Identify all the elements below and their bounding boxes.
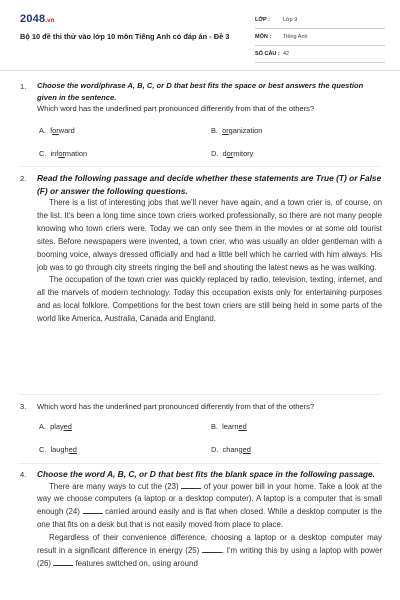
passage-text: There are many ways to cut the (23) [49, 481, 179, 491]
option-text: ward [58, 126, 75, 135]
option-text: mation [64, 149, 88, 158]
question-2 [20, 172, 382, 384]
option-letter: A. [39, 126, 46, 135]
option-underlined: ed [238, 422, 247, 431]
passage-text: . I'm writing this by using a laptop with power (26) [37, 546, 382, 568]
option-text: chang [222, 445, 243, 454]
question-divider [18, 166, 382, 167]
meta-value: Lớp 9 [283, 17, 298, 23]
option-a[interactable] [39, 124, 75, 137]
option-letter: B. [211, 126, 218, 135]
document-meta [255, 14, 385, 65]
meta-label: LỚP : [255, 17, 270, 23]
answer-blank[interactable] [53, 559, 73, 566]
question-body [37, 172, 382, 326]
question-number: 4. [20, 470, 27, 479]
question-number: 2. [20, 174, 27, 183]
question-text: Which word has the underlined part pronounced differently from that of the others? [37, 104, 315, 113]
question-number: 1. [20, 82, 27, 91]
option-text: play [50, 422, 64, 431]
passage-paragraph [37, 481, 382, 533]
option-letter: C. [39, 445, 47, 454]
passage-paragraph: The occupation of the town crier was quickly replaced by radio, television, texting, internet, and all the marvels of modern technology. Today this occupation exists only for entertaining purposes and as local folklore. Competitions for the best town criers are still being held in some parts of the world like America, Australia, Canada and England. [37, 275, 382, 324]
option-underlined: ed [68, 445, 77, 454]
option-d[interactable] [211, 147, 253, 160]
option-text: ganization [228, 126, 263, 135]
option-b[interactable] [211, 124, 262, 137]
meta-label: MÔN : [255, 34, 272, 40]
option-letter: C. [39, 149, 47, 158]
meta-value: Tiếng Anh [283, 34, 308, 40]
option-underlined: ed [242, 445, 251, 454]
question-3 [20, 400, 382, 458]
document-title: Bộ 10 đề thi thử vào lớp 10 môn Tiếng Anh có đáp án - Đề 3 [20, 32, 230, 41]
question-instruction: Choose the word/phrase A, B, C, or D that best fits the space or best answers the question given in the sentence. [37, 81, 364, 102]
passage-paragraph: There is a list of interesting jobs that we'll never have again, and a town crier is, of course, on the list. It's been a long time since town criers worked professionally, so there are not many people knowing who town criers were. Today we can only see them in the movies or at some old tourist sites. Before newspapers were invented, a town crier, who was usually an older gentleman with a booming voice, always dressed officially and had a little bell which he carried with him always. His job was to go through city streets ringing the bell and shouting the latest news as he was walking. [37, 198, 382, 272]
option-letter: D. [211, 445, 219, 454]
answer-blank[interactable] [181, 482, 201, 489]
passage-text: Regardless of their convenience difference, choosing a laptop or a desktop computer may result in a significant difference in energy (25) [37, 533, 382, 556]
question-divider [18, 394, 382, 395]
question-body [37, 468, 382, 571]
question-instruction: Read the following passage and decide whether these statements are True (T) or False (F) or answer the following questions. [37, 173, 382, 196]
meta-row-count [255, 48, 385, 63]
option-text: laugh [50, 445, 69, 454]
question-4 [20, 468, 382, 600]
option-b[interactable] [211, 420, 247, 433]
question-instruction: Choose the word A, B, C, or D that best fits the blank space in the following passage. [37, 469, 375, 479]
meta-row-class [255, 14, 385, 29]
meta-value: 42 [283, 51, 290, 57]
option-text: d [222, 149, 227, 158]
option-underlined: ed [63, 422, 72, 431]
passage-text: features switched on, using around [75, 558, 198, 568]
option-underlined: or [226, 149, 234, 158]
option-text: learn [222, 422, 239, 431]
header-divider [0, 70, 400, 71]
option-letter: B. [211, 422, 218, 431]
option-letter: D. [211, 149, 219, 158]
logo-suffix: .vn [45, 18, 55, 24]
option-a[interactable] [39, 420, 72, 433]
option-text: f [50, 126, 53, 135]
document-header [0, 0, 400, 62]
question-body [37, 80, 382, 115]
question-1 [20, 80, 382, 160]
option-underlined: or [58, 149, 65, 158]
option-letter: A. [39, 422, 46, 431]
option-text: inf [50, 149, 59, 158]
answer-blank[interactable] [202, 546, 222, 553]
question-body [37, 400, 382, 413]
option-underlined: or [52, 126, 59, 135]
option-underlined: or [222, 126, 229, 135]
question-divider [18, 463, 382, 464]
answer-blank[interactable] [83, 507, 103, 514]
option-c[interactable] [39, 443, 77, 456]
option-d[interactable] [211, 443, 251, 456]
meta-row-subject [255, 31, 385, 46]
logo-text: 2048 [20, 13, 46, 25]
site-logo[interactable] [20, 13, 55, 25]
passage-text: of your power bill in your home. Take a look at the way we choose computers (a laptop or a desktop computer). A laptop is a computer that is small enough (24) [37, 481, 382, 517]
question-number: 3. [20, 402, 27, 411]
option-c[interactable] [39, 147, 87, 160]
meta-label: SỐ CÂU : [255, 51, 280, 57]
question-text: Which word has the underlined part pronounced differently from that of the others? [37, 402, 315, 411]
passage-paragraph [37, 532, 382, 571]
passage-text: carried around easily and is flat when closed. While a desktop computer is the one that fits on a desk but that is not easily moved from place to place. [37, 507, 382, 530]
option-text: mitory [233, 149, 254, 158]
